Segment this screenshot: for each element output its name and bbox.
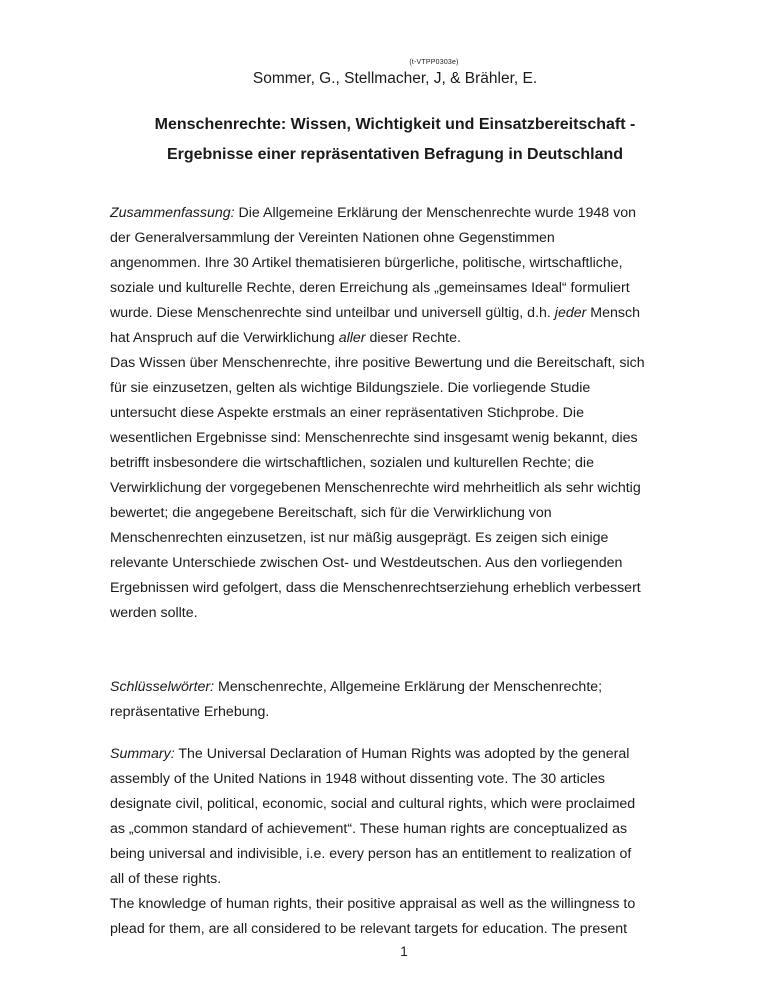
text-segment: wurde. Diese Menschenrechte sind unteilbar und universell gültig, d.h. [110,305,555,321]
abstract-german-paragraph [110,201,762,626]
text-segment: The knowledge of human rights, their positive appraisal as well as the willingness to [110,896,636,912]
text-segment: hat Anspruch auf die Verwirklichung [110,330,339,346]
text-line [110,675,762,700]
text-segment: Ergebnissen wird gefolgert, dass die Menschenrechtserziehung erheblich verbessert [110,580,641,596]
text-segment: werden sollte. [110,605,198,621]
text-line [110,742,762,767]
text-line [110,326,762,351]
text-line [110,476,762,501]
text-segment: bewertet; die angegebene Bereitschaft, sich für die Verwirklichung von [110,505,552,521]
text-line [110,551,762,576]
text-segment: Menschenrechte, Allgemeine Erklärung der Menschenrechte; [214,679,603,695]
paper-title [0,110,768,170]
keywords-german-paragraph [110,675,762,725]
text-segment: Die Allgemeine Erklärung der Menschenrechte wurde 1948 von [234,205,637,221]
text-segment: Das Wissen über Menschenrechte, ihre positive Bewertung und die Bereitschaft, sich [110,355,645,371]
text-segment: soziale und kulturelle Rechte, deren Erreichung als „gemeinsames Ideal“ formuliert [110,280,630,296]
italic-text-segment: Schlüsselwörter: [110,679,215,695]
italic-text-segment: Summary: [110,746,175,762]
text-segment: der Generalversammlung der Vereinten Nationen ohne Gegenstimmen [110,230,555,246]
text-line [110,251,762,276]
text-line [110,351,762,376]
text-line [110,226,762,251]
text-line [110,767,762,792]
text-segment: Verwirklichung der vorgegebenen Menschenrechte wird mehrheitlich als sehr wichtig [110,480,641,496]
text-line [110,792,762,817]
text-line [110,576,762,601]
text-segment: Mensch [586,305,640,321]
text-line [110,201,762,226]
page-number: 1 [400,944,408,959]
paper-title-line-1: Menschenrechte: Wissen, Wichtigkeit und Einsatzbereitschaft - [154,116,636,133]
text-line [110,401,762,426]
text-line [110,301,762,326]
document-code: (t-VTPP0303e) [409,59,459,66]
text-segment: as „common standard of achievement“. These human rights are conceptualized as [110,821,628,837]
italic-text-segment: aller [338,330,366,346]
text-segment: relevante Unterschiede zwischen Ost- und Westdeutschen. Aus den vorliegenden [110,555,623,571]
text-line [110,451,762,476]
text-line [110,526,762,551]
text-line [110,817,762,842]
text-segment: dieser Rechte. [365,330,461,346]
text-segment: angenommen. Ihre 30 Artikel thematisieren bürgerliche, politische, wirtschaftliche, [110,255,623,271]
summary-english-paragraph [110,742,762,942]
text-segment: repräsentative Erhebung. [110,704,270,720]
text-line [110,700,762,725]
paper-title-line-2: Ergebnisse einer repräsentativen Befragung in Deutschland [166,146,624,163]
text-segment: all of these rights. [110,871,222,887]
text-segment: wesentlichen Ergebnisse sind: Menschenrechte sind insgesamt wenig bekannt, dies [110,430,638,446]
text-segment: The Universal Declaration of Human Rights was adopted by the general [174,746,630,762]
authors-line: Sommer, G., Stellmacher, J, & Brähler, E. [252,70,538,87]
text-segment: für sie einzusetzen, gelten als wichtige Bildungsziele. Die vorliegende Studie [110,380,591,396]
text-segment: designate civil, political, economic, social and cultural rights, which were proclaimed [110,796,636,812]
text-line [110,867,762,892]
text-segment: assembly of the United Nations in 1948 without dissenting vote. The 30 articles [110,771,606,787]
text-segment: Menschenrechten einzusetzen, ist nur mäßig ausgeprägt. Es zeigen sich einige [110,530,609,546]
text-line [110,892,762,917]
text-line [110,426,762,451]
text-line [110,601,762,626]
text-segment: plead for them, are all considered to be relevant targets for education. The present [110,921,628,937]
italic-text-segment: jeder [554,305,587,321]
text-line [110,276,762,301]
text-segment: untersucht diese Aspekte erstmals an einer repräsentativen Stichprobe. Die [110,405,584,421]
italic-text-segment: Zusammenfassung: [110,205,235,221]
text-line [110,917,762,942]
text-line [110,376,762,401]
text-line [110,501,762,526]
page-body [110,201,762,942]
text-segment: being universal and indivisible, i.e. every person has an entitlement to realization of [110,846,632,862]
text-line [110,842,762,867]
text-segment: betrifft insbesondere die wirtschaftlichen, sozialen und kulturellen Rechte; die [110,455,594,471]
